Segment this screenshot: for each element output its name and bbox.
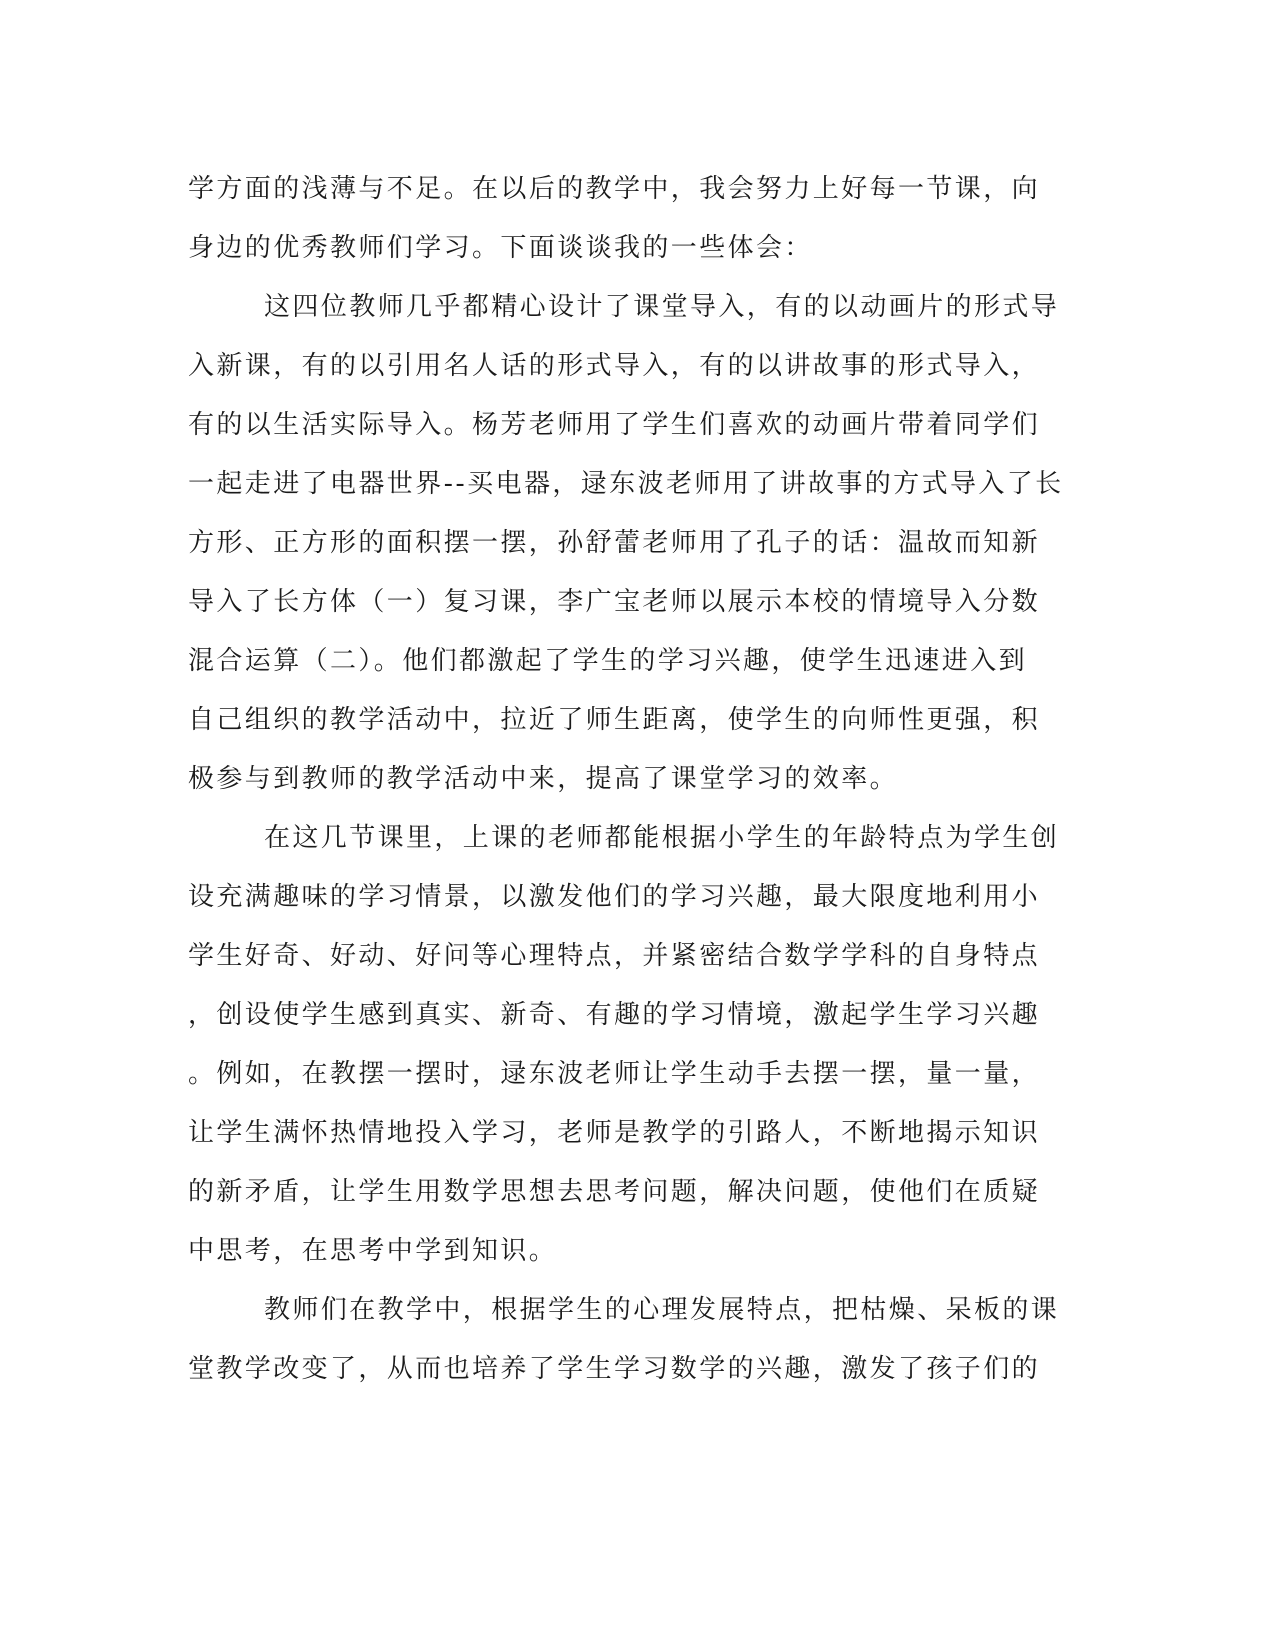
text-line: 身边的优秀教师们学习。下面谈谈我的一些体会： xyxy=(188,233,813,263)
text-line: 设充满趣味的学习情景，以激发他们的学习兴趣，最大限度地利用小 xyxy=(188,882,1041,912)
text-line: 有的以生活实际导入。杨芳老师用了学生们喜欢的动画片带着同学们 xyxy=(188,410,1041,440)
paragraph-4 xyxy=(188,1281,1088,1399)
text-line: 在这几节课里，上课的老师都能根据小学生的年龄特点为学生创 xyxy=(264,823,1060,853)
text-line: 堂教学改变了，从而也培养了学生学习数学的兴趣，激发了孩子们的 xyxy=(188,1354,1041,1384)
text-line: 入新课，有的以引用名人话的形式导入，有的以讲故事的形式导入， xyxy=(188,351,1041,381)
text-line: 学生好奇、好动、好问等心理特点，并紧密结合数学学科的自身特点 xyxy=(188,941,1041,971)
text-line: ，创设使学生感到真实、新奇、有趣的学习情境，激起学生学习兴趣 xyxy=(188,1000,1041,1030)
text-line: 的新矛盾，让学生用数学思想去思考问题，解决问题，使他们在质疑 xyxy=(188,1177,1041,1207)
text-line: 一起走进了电器世界--买电器，逯东波老师用了讲故事的方式导入了长 xyxy=(188,469,1064,499)
paragraph-1 xyxy=(188,160,1088,278)
paragraph-2 xyxy=(188,278,1088,809)
text-line: 混合运算（二）。他们都激起了学生的学习兴趣，使学生迅速进入到 xyxy=(188,646,1028,676)
text-line: 极参与到教师的教学活动中来，提高了课堂学习的效率。 xyxy=(188,764,899,794)
text-line: 。例如，在教摆一摆时，逯东波老师让学生动手去摆一摆，量一量， xyxy=(188,1059,1041,1089)
body-text xyxy=(188,160,1088,1399)
text-line: 学方面的浅薄与不足。在以后的教学中，我会努力上好每一节课，向 xyxy=(188,174,1041,204)
paragraph-3 xyxy=(188,809,1088,1281)
text-line: 这四位教师几乎都精心设计了课堂导入，有的以动画片的形式导 xyxy=(264,292,1060,322)
text-line: 方形、正方形的面积摆一摆，孙舒蕾老师用了孔子的话：温故而知新 xyxy=(188,528,1041,558)
text-line: 自己组织的教学活动中，拉近了师生距离，使学生的向师性更强，积 xyxy=(188,705,1041,735)
text-line: 教师们在教学中，根据学生的心理发展特点，把枯燥、呆板的课 xyxy=(264,1295,1060,1325)
text-line: 导入了长方体（一）复习课，李广宝老师以展示本校的情境导入分数 xyxy=(188,587,1041,617)
text-line: 让学生满怀热情地投入学习，老师是教学的引路人，不断地揭示知识 xyxy=(188,1118,1041,1148)
text-line: 中思考，在思考中学到知识。 xyxy=(188,1236,558,1266)
